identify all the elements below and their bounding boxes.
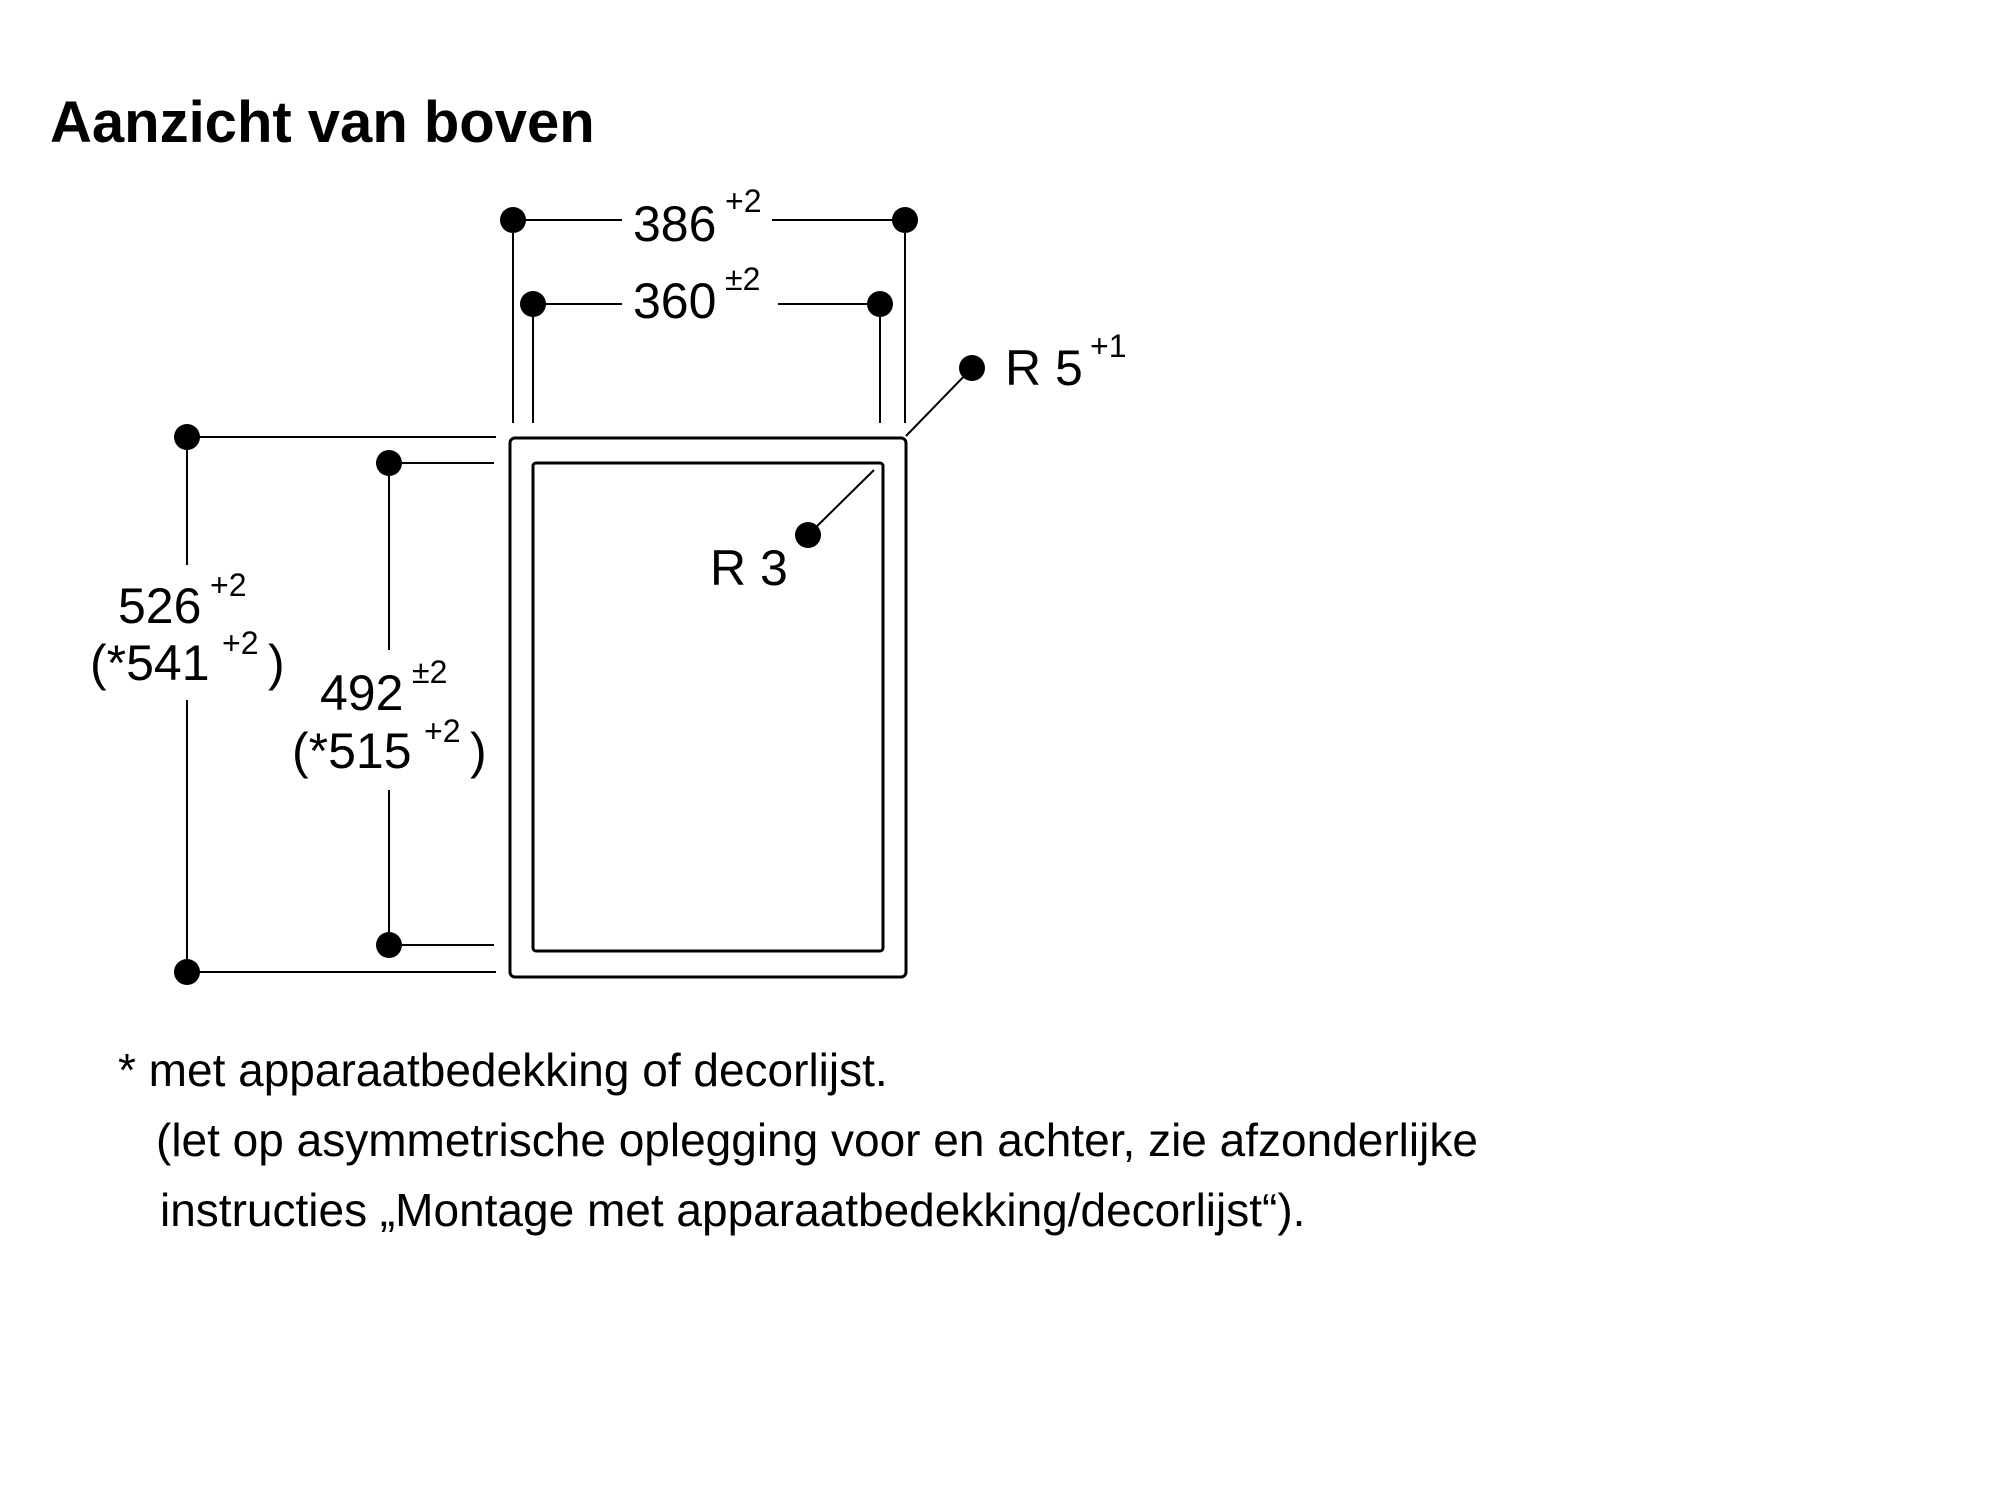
dimension-point [959, 355, 985, 381]
footnote-line-3: instructies „Montage met apparaatbedekking/decorlijst“). [160, 1184, 1306, 1236]
dimension-point [500, 207, 526, 233]
dimension-point [520, 291, 546, 317]
outer-cutout-outline [510, 438, 906, 977]
outer-depth-alt-tolerance: +2 [222, 625, 259, 661]
inner-depth-alt-close: ) [470, 723, 487, 779]
outer-depth-value: 526 [118, 578, 202, 634]
outer-depth-tolerance: +2 [210, 567, 247, 603]
inner-depth-alt-tolerance: +2 [424, 713, 461, 749]
dimension-point [376, 450, 402, 476]
dimension-point [174, 424, 200, 450]
outer-depth-dimension [90, 424, 496, 985]
inner-depth-value: 492 [320, 665, 404, 721]
dimension-point [892, 207, 918, 233]
page-title: Aanzicht van boven [50, 90, 595, 155]
outer-corner-radius-tolerance: +1 [1090, 328, 1127, 364]
outer-corner-radius [906, 328, 1126, 436]
inner-depth-dimension [292, 450, 494, 958]
dimension-point [795, 522, 821, 548]
outer-width-value: 386 [633, 196, 717, 252]
inner-corner-radius-value: R 3 [710, 540, 788, 596]
footnote-line-2: (let op asymmetrische oplegging voor en achter, zie afzonderlijke [156, 1114, 1478, 1166]
dimension-point [174, 959, 200, 985]
inner-depth-alt-value: (*515 [292, 723, 412, 779]
dimension-point [376, 932, 402, 958]
inner-width-value: 360 [633, 273, 717, 329]
outer-corner-radius-value: R 5 [1005, 340, 1083, 396]
footnote-line-1: * met apparaatbedekking of decorlijst. [118, 1044, 888, 1096]
inner-cutout-outline [533, 463, 883, 951]
inner-corner-radius [710, 470, 874, 596]
dimension-point [867, 291, 893, 317]
outer-depth-alt-value: (*541 [90, 635, 210, 691]
outer-width-tolerance: +2 [725, 183, 762, 219]
inner-width-tolerance: ±2 [725, 261, 761, 297]
inner-depth-tolerance: ±2 [412, 654, 448, 690]
outer-depth-alt-close: ) [268, 635, 285, 691]
footnote [118, 1035, 1478, 1245]
inner-width-dimension [520, 261, 893, 423]
